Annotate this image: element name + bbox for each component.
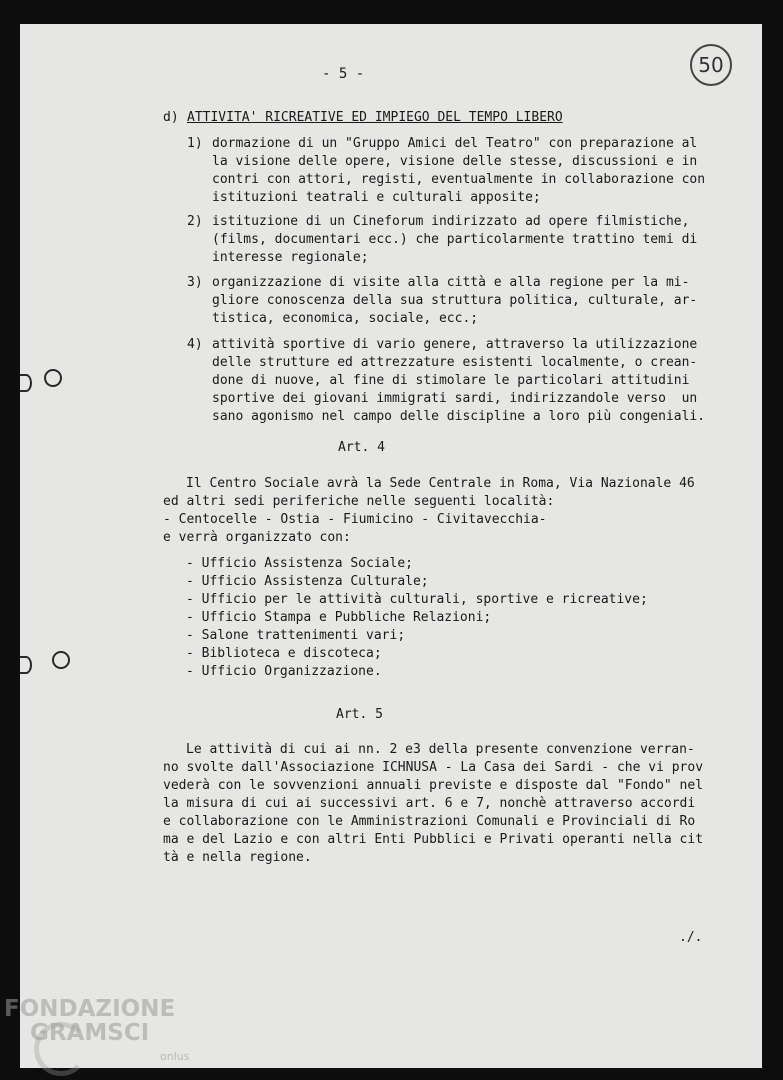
item-line: istituzioni teatrali e culturali apposite; xyxy=(212,190,541,205)
item-number: 4) xyxy=(187,337,203,352)
item-line: contri con attori, registi, eventualmente in collaborazione con xyxy=(212,172,706,187)
item-number: 3) xyxy=(187,275,203,290)
article-title: Art. 5 xyxy=(336,707,383,722)
article-line: vederà con le sovvenzioni annuali previste e disposte dal "Fondo" nel xyxy=(163,778,704,793)
article-line: Le attività di cui ai nn. 2 e3 della presente convenzione verran- xyxy=(186,742,695,757)
item-line: (films, documentari ecc.) che particolarmente trattino temi di xyxy=(212,232,698,247)
watermark-suffix: onlus xyxy=(160,1050,190,1063)
item-line: dormazione di un "Gruppo Amici del Teatro" con preparazione al xyxy=(212,136,698,151)
office-list-item: - Ufficio per le attività culturali, sportive e ricreative; xyxy=(186,592,648,607)
watermark-line2: GRAMSCI xyxy=(30,1020,150,1046)
article-line: la misura di cui ai successivi art. 6 e 7, nonchè attraverso accordi xyxy=(163,796,696,811)
article-line: - Centocelle - Ostia - Fiumicino - Civitavecchia- xyxy=(163,512,547,527)
item-line: istituzione di un Cineforum indirizzato ad opere filmistiche, xyxy=(212,214,690,229)
article-line: no svolte dall'Associazione ICHNUSA - La Casa dei Sardi - che vi prov xyxy=(163,760,704,775)
item-line: done di nuove, al fine di stimolare le particolari attitudini xyxy=(212,373,690,388)
office-list-item: - Biblioteca e discoteca; xyxy=(186,646,382,661)
watermark-line1: FONDAZIONE xyxy=(4,996,176,1022)
item-line: interesse regionale; xyxy=(212,250,369,265)
punch-hole-top xyxy=(44,369,62,387)
office-list-item: - Ufficio Assistenza Sociale; xyxy=(186,556,413,571)
office-list-item: - Ufficio Stampa e Pubbliche Relazioni; xyxy=(186,610,492,625)
article-line: e collaborazione con le Amministrazioni Comunali e Provinciali di Ro xyxy=(163,814,696,829)
article-line: ma e del Lazio e con altri Enti Pubblici e Privati operanti nella cit xyxy=(163,832,704,847)
article-line: ed altri sedi periferiche nelle seguenti località: xyxy=(163,494,555,509)
page-number: - 5 - xyxy=(322,66,365,82)
item-line: tistica, economica, sociale, ecc.; xyxy=(212,311,479,326)
section-heading: ATTIVITA' RICREATIVE ED IMPIEGO DEL TEMPO LIBERO xyxy=(187,110,563,125)
section-label: d) xyxy=(163,110,179,125)
item-line: gliore conoscenza della sua struttura politica, culturale, ar- xyxy=(212,293,698,308)
office-list-item: - Salone trattenimenti vari; xyxy=(186,628,406,643)
continuation-mark: ./. xyxy=(679,930,703,945)
item-line: organizzazione di visite alla città e alla regione per la mi- xyxy=(212,275,690,290)
item-number: 1) xyxy=(187,136,203,151)
article-title: Art. 4 xyxy=(338,440,385,455)
punch-hole-bottom xyxy=(52,651,70,669)
item-line: attività sportive di vario genere, attraverso la utilizzazione xyxy=(212,337,698,352)
item-number: 2) xyxy=(187,214,203,229)
item-line: sportive dei giovani immigrati sardi, indirizzandole verso un xyxy=(212,391,698,406)
archive-stamp-number: 50 xyxy=(690,44,732,86)
office-list-item: - Ufficio Assistenza Culturale; xyxy=(186,574,429,589)
item-line: la visione delle opere, visione delle stesse, discussioni e in xyxy=(212,154,698,169)
article-line: Il Centro Sociale avrà la Sede Centrale in Roma, Via Nazionale 46 xyxy=(186,476,695,491)
article-line: e verrà organizzato con: xyxy=(163,530,351,545)
punch-hole-bottom-edge xyxy=(20,656,32,674)
article-line: tà e nella regione. xyxy=(163,850,312,865)
item-line: sano agonismo nel campo delle discipline a loro più congeniali. xyxy=(212,409,706,424)
office-list-item: - Ufficio Organizzazione. xyxy=(186,664,382,679)
item-line: delle strutture ed attrezzature esistenti localmente, o crean- xyxy=(212,355,698,370)
punch-hole-top-edge xyxy=(20,374,32,392)
